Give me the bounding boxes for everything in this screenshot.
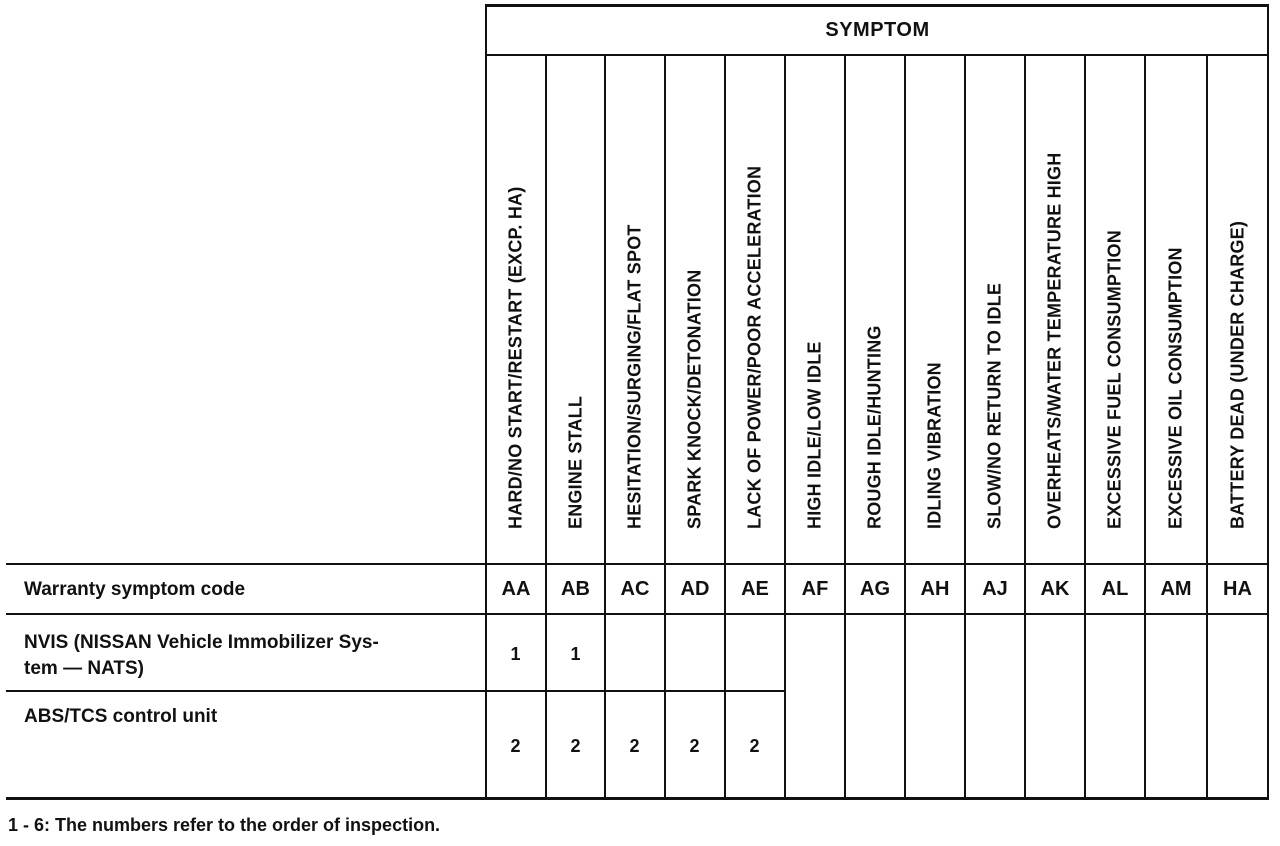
warranty-code: AC [620, 577, 650, 600]
column-header-label: HESITATION/SURGING/FLAT SPOT [624, 224, 645, 529]
warranty-code: AE [741, 577, 769, 600]
vertical-rule [1024, 56, 1026, 798]
column-header [905, 56, 965, 562]
warranty-code: AL [1101, 577, 1129, 600]
vertical-rule [1084, 56, 1086, 798]
abs-value-ab: 2 [570, 735, 581, 756]
vertical-rule [664, 56, 666, 798]
nvis-label-line1: NVIS (NISSAN Vehicle Immobilizer Sys- [24, 632, 379, 653]
vertical-rule [844, 56, 846, 798]
column-header-label: EXCESSIVE OIL CONSUMPTION [1165, 247, 1186, 529]
vertical-rule [1206, 56, 1208, 798]
column-header [486, 56, 546, 562]
vertical-rule [545, 56, 547, 798]
vertical-rule [784, 56, 786, 798]
column-header [1085, 56, 1145, 562]
warranty-code: AD [680, 577, 710, 600]
vertical-rule [904, 56, 906, 798]
warranty-code: AF [801, 577, 829, 600]
abs-value-ad: 2 [689, 735, 700, 756]
warranty-code: AH [920, 577, 950, 600]
warranty-code-label: Warranty symptom code [24, 579, 246, 600]
warranty-code: HA [1223, 577, 1252, 600]
vertical-rule [1267, 4, 1269, 800]
column-header [546, 56, 605, 562]
column-header [725, 56, 785, 562]
horizontal-rule [485, 4, 1269, 7]
column-header [1207, 56, 1268, 562]
horizontal-rule [6, 613, 1269, 615]
column-header [845, 56, 905, 562]
horizontal-rule [485, 54, 1269, 56]
column-header-label: IDLING VIBRATION [924, 362, 945, 529]
vertical-rule [1144, 56, 1146, 798]
vertical-rule [964, 56, 966, 798]
warranty-code: AB [561, 577, 590, 600]
nvis-value-ab: 1 [570, 643, 581, 664]
column-header-label: OVERHEATS/WATER TEMPERATURE HIGH [1044, 152, 1065, 529]
abs-value-ae: 2 [749, 735, 760, 756]
vertical-rule [604, 56, 606, 798]
vertical-rule [724, 56, 726, 798]
column-header-label: ENGINE STALL [565, 395, 585, 529]
column-header [605, 56, 665, 562]
column-header-label: SLOW/NO RETURN TO IDLE [984, 282, 1005, 529]
horizontal-rule [6, 563, 1269, 565]
vertical-rule [485, 4, 487, 800]
warranty-code: AK [1040, 577, 1070, 600]
column-header-label: BATTERY DEAD (UNDER CHARGE) [1227, 220, 1247, 529]
warranty-code: AJ [982, 577, 1008, 600]
column-header [965, 56, 1025, 562]
symptom-title: SYMPTOM [825, 18, 930, 41]
column-header-label: HARD/NO START/RESTART (EXCP. HA) [505, 186, 526, 529]
horizontal-rule [6, 690, 785, 692]
column-header [1145, 56, 1207, 562]
warranty-code: AM [1160, 577, 1192, 600]
column-header-label: SPARK KNOCK/DETONATION [684, 269, 705, 529]
column-header [785, 56, 845, 562]
abs-label: ABS/TCS control unit [24, 706, 218, 727]
horizontal-rule [6, 797, 1269, 800]
column-header [1025, 56, 1085, 562]
nvis-label-line2: tem — NATS) [24, 658, 144, 679]
column-header-label: HIGH IDLE/LOW IDLE [804, 341, 825, 529]
column-header-label: EXCESSIVE FUEL CONSUMPTION [1104, 230, 1125, 529]
abs-value-ac: 2 [629, 735, 640, 756]
column-header-label: ROUGH IDLE/HUNTING [864, 325, 885, 529]
column-header-label: LACK OF POWER/POOR ACCELERATION [744, 165, 765, 529]
warranty-code: AG [860, 577, 890, 600]
footnote: 1 - 6: The numbers refer to the order of inspection. [8, 815, 441, 835]
column-header [665, 56, 725, 562]
warranty-code: AA [501, 577, 531, 600]
nvis-value-aa: 1 [510, 643, 521, 664]
abs-value-aa: 2 [510, 735, 521, 756]
